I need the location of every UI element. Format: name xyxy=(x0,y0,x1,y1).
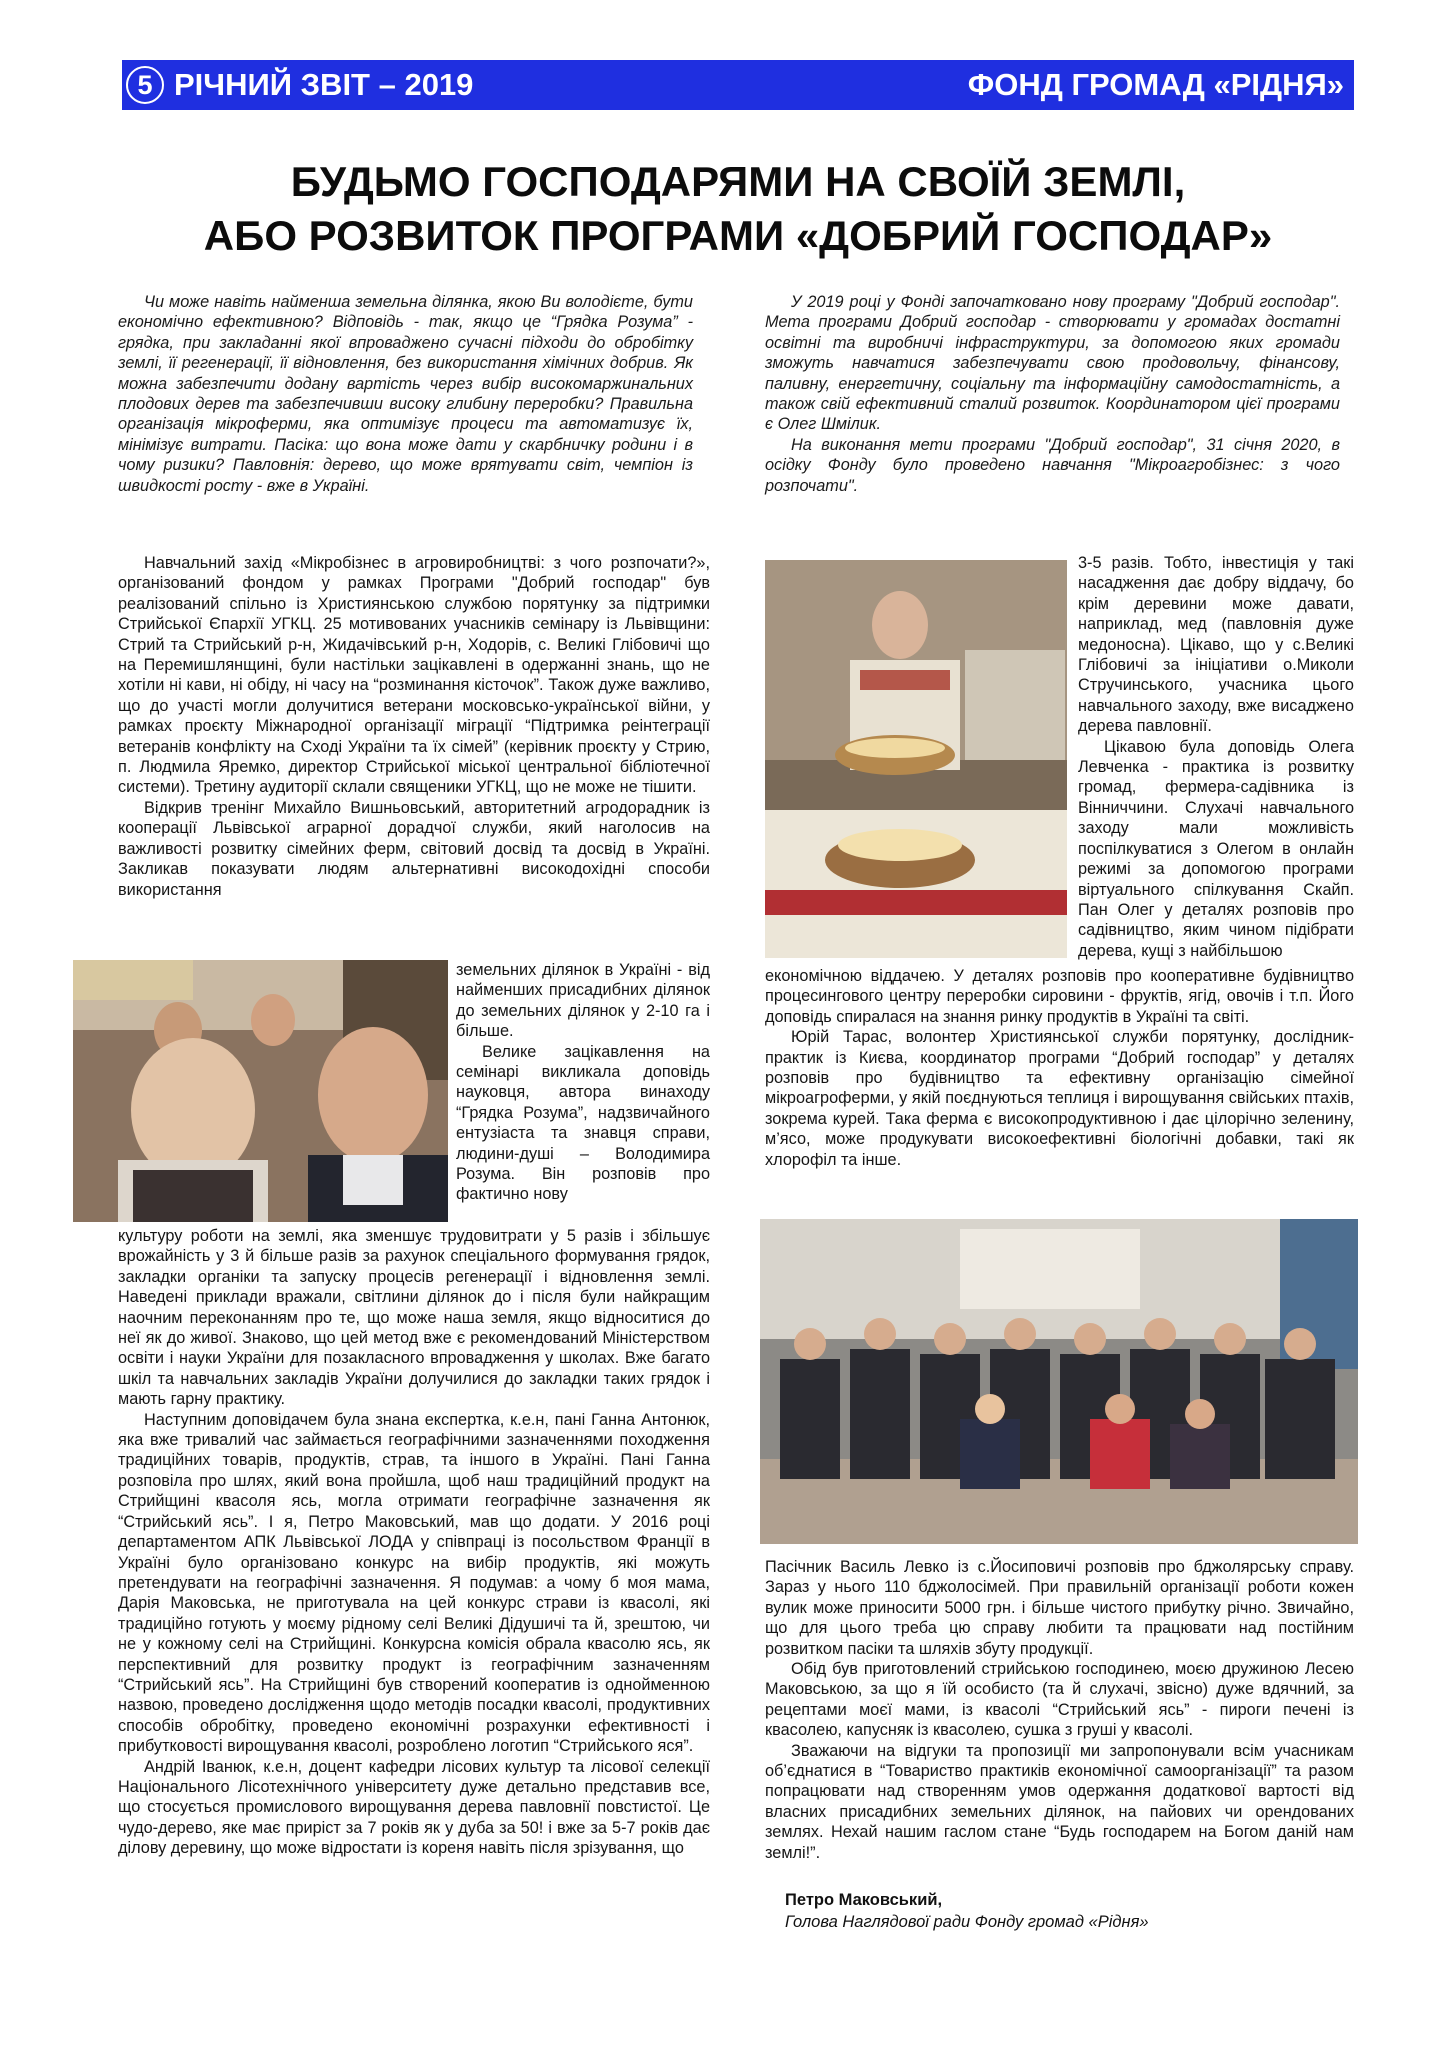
right-column-beside-photo xyxy=(1078,553,1354,961)
left-column-top xyxy=(118,553,710,900)
photo-group-participants xyxy=(760,1219,1358,1544)
right-column-middle xyxy=(765,966,1354,1170)
article-title xyxy=(122,155,1354,263)
report-title: РІЧНИЙ ЗВІТ – 2019 xyxy=(174,67,474,102)
body-paragraph: Андрій Іванюк, к.е.н, доцент кафедри лісових культур та лісової селекції Національного Лісотехнічного університету дуже детально представив все, що стосується промислового вирощування дерева павловнії повстистої. Це чудо-дерево, яке має приріст за 7 років як у дуба за 50! і вже за 5-7 років дає ділову деревину, що може відростати із кореня навіть після зрізування, що xyxy=(118,1757,710,1858)
body-paragraph: 3-5 разів. Тобто, інвестиція у такі насадження дає добру віддачу, бо крім деревини може давати, наприклад, мед (павловнія дуже медоносна). Цікаво, що у с.Великі Глібовичі за ініціативи о.Миколи Стручинського, учасника цього навчального заходу, вже висаджено дерева павловнії. xyxy=(1078,554,1354,736)
intro-right-paragraph-1: У 2019 році у Фонді започатковано нову програму "Добрий господар". Мета програми Добрий господар - створювати у громадах достатні освітні та виробничі інфраструктури, за допомогою яких громади зможуть навчатися забезпечувати свою продовольчу, фінансову, паливну, енергетичну, соціальну та інформаційну самодостатність, а також свій ефективний сталий розвиток. Координатором цієї програми є Олег Шмілик. xyxy=(765,293,1340,434)
author-name: Петро Маковський, xyxy=(785,1891,943,1909)
intro-left xyxy=(118,292,693,496)
foundation-name: ФОНД ГРОМАД «РІДНЯ» xyxy=(967,67,1344,102)
body-paragraph: культуру роботи на землі, яка зменшує трудовитрати у 5 разів і збільшує врожайність у 3 й більше разів за рахунок спеціального формування грядок, закладки органіки та запуску процесів регенерації і відновлення землі. Наведені приклади вражали, світлини ділянок до і після були найкращим наочним переконанням про те, що може наша земля, якщо відноситися до неї як до живої. Знаково, що цей метод вже є рекомендований Міністерством освіти і науки України для позакласного впровадження у школах. Вже багато шкіл та навчальних закладів України долучилися до закладки таких грядок і мають гарну практику. xyxy=(118,1227,710,1409)
body-paragraph: Велике зацікавлення на семінарі викликала доповідь науковця, автора винаходу “Грядка Розума”, надзвичайного ентузіаста та знавця справи, людини-душі – Володимира Розума. Він розповів про фактично нову xyxy=(456,1042,710,1204)
left-column-beside-photo xyxy=(456,960,710,1205)
intro-left-paragraph: Чи може навіть найменша земельна ділянка, якою Ви володієте, бути економічно ефективною? Відповідь - так, якщо це “Грядка Розума” - грядка, при закладанні якої впроваджено сучасні підходи до обробітку землі, її регенерації, її відновлення, без використання хімічних добрив. Як можна забезпечити додану вартість через вибір високомаржинальних плодових дерев та забезпечивши високу глибину переробки? Правильна організація мікроферми, яка оптимізує процеси та автоматизує їх, мінімізує витрати. Пасіка: що вона може дати у скарбничку родини і в чому ризики? Павловнія: дерево, що може врятувати світ, чемпіон із швидкості росту - вже в Україні. xyxy=(118,293,693,495)
body-paragraph: Навчальний захід «Мікробізнес в агровиробництві: з чого розпочати?», організований фондом у рамках Програми "Добрий господар" був реалізований спільно із Християнською службою порятунку за підтримки Стрийської Єпархії УГКЦ. 25 мотивованих учасників семінару із Львівщини: Стрий та Стрийський р-н, Жидачівський р-н, Ходорів, с. Великі Глібовичі що на Перемишлянщині, були настільки зацікавлені в одержанні знань, що не хотіли ні кави, ні обіду, ні часу на “розминання кісточок”. Також дуже важливо, що до участі могли долучитися ветерани московсько-української війни, у рамках проєкту Міжнародної організації міграції “Підтримка реінтеграції ветеранів конфлікту на Сході України та їх сімей” (керівник проєкту у Стрию, п. Людмила Яремко, директор Стрийської міської центральної бібліотечної системи). Третину аудиторії склали священики УГКЦ, що не може не тішити. xyxy=(118,554,710,797)
body-paragraph: Обід був приготовлений стрийською господинею, моєю дружиною Лесею Маковською, за що я їй особисто (та й слухачі, звісно) дуже вдячний, за рецептами моєї мами, із квасолі “Стрийський ясь” - пироги печені із квасолею, капусняк із квасолею, сушка з груші у квасолі. xyxy=(765,1660,1354,1740)
body-paragraph: Цікавою була доповідь Олега Левченка - практика із розвитку громад, фермера-садівника із Вінниччини. Слухачі навчального заходу мали можливість поспілкуватися з Олегом в онлайн режимі за допомогою програми віртуального спілкування Скайп. Пан Олег у деталях розповів про садівництво, яким чином підібрати дерева, кущі з найбільшою xyxy=(1078,737,1354,960)
article-title-line-2: АБО РОЗВИТОК ПРОГРАМИ «ДОБРИЙ ГОСПОДАР» xyxy=(203,212,1273,259)
header-left xyxy=(126,66,473,104)
photo-woman-with-pies xyxy=(765,560,1067,958)
intro-right-paragraph-2: На виконання мети програми "Добрий господар", 31 січня 2020, в осідку Фонду було проведено навчання "Мікроагробізнес: з чого розпочати". xyxy=(765,435,1340,495)
page-header-bar xyxy=(122,60,1354,110)
body-paragraph: Відкрив тренінг Михайло Вишньовський, авторитетний агродорадник із кооперації Львівської аграрної дорадчої служби, який наголосив на важливості розвитку сімейних ферм, світовий досвід та досвід в Україні. Закликав показувати людям альтернативні високодохідні способи використання xyxy=(118,798,710,899)
article-title-line-1: БУДЬМО ГОСПОДАРЯМИ НА СВОЇЙ ЗЕМЛІ, xyxy=(290,158,1186,205)
author-role: Голова Наглядової ради Фонду громад «Рідня» xyxy=(785,1913,1149,1931)
page-number-badge: 5 xyxy=(126,66,164,104)
author-signature xyxy=(785,1889,1149,1933)
body-paragraph: Пасічник Василь Левко із с.Йосиповичі розповів про бджолярську справу. Зараз у нього 110 бджолосімей. При правильній організації роботи кожен вулик може приносити 5000 грн. і більше чистого прибутку річно. Звичайно, що для цього треба цю справу любити та працювати над постійним розвитком пасіки та шляхів збуту продукції. xyxy=(765,1558,1354,1658)
intro-right xyxy=(765,292,1340,496)
right-column-bottom xyxy=(765,1557,1354,1863)
body-paragraph: економічною віддачею. У деталях розповів про кооперативне будівництво процесингового центру переробки сировини - фруктів, ягід, овочів і т.п. Його доповідь спиралася на знання ринку продуктів в Україні та світі. xyxy=(765,967,1354,1026)
photo-seminar-participants xyxy=(73,960,448,1222)
body-paragraph: земельних ділянок в Україні - від найменших присадибних ділянок до земельних ділянок у 2-10 га і більше. xyxy=(456,961,710,1041)
body-paragraph: Юрій Тарас, волонтер Християнської служби порятунку, дослідник-практик із Києва, координатор програми “Добрий господар” у деталях розповів про будівництво та ефективну організацію сімейної мікроагроферми, у якій поєднуються теплиця і вирощування свійських птахів, зокрема курей. Така ферма є високопродуктивною і дає цілорічно зеленину, м’ясо, може продукувати високоефективні біологічні добавки, такі як хлорофіл та інше. xyxy=(765,1028,1354,1169)
body-paragraph: Наступним доповідачем була знана експертка, к.е.н, пані Ганна Антонюк, яка вже тривалий час займається географічними зазначеннями походження традиційних товарів, продуктів, страв, та іншого в Україні. Пані Ганна розповіла про шлях, який вона пройшла, щоб наш традиційний продукт на Стрийщині квасоля ясь, могла отримати географічне зазначення як “Стрийський ясь”. І я, Петро Маковський, мав що додати. У 2016 році департаментом АПК Львівської ЛОДА у співпраці із посольством Франції в Україні було організовано конкурс на вибір продуктів, які можуть претендувати на географічні зазначення. Я подумав: а чому б моя мама, Дарія Маковська, не приготувала на цей конкурс страви із квасолі, які традиційно готують у моєму рідному селі Великі Дідушичі та й, зрештою, чи не у кожному селі на Стрийщині. Конкурсна комісія обрала квасолю ясь, як перспективний для розвитку продукт із географічним зазначенням “Стрийський ясь”. На Стрийщині був створений кооператив із однойменною назвою, проведено дослідження щодо методів посадки квасолі, продуктивних способів обробітку, проведено економічні розрахунки ефективності і прибутковості вирощування квасолі, розроблено логотип “Стрийського яся”. xyxy=(118,1410,710,1756)
body-paragraph: Зважаючи на відгуки та пропозиції ми запропонували всім учасникам об’єднатися в “Товариство практиків економічної самоорганізації” та разом попрацювати над створенням умов одержання додаткової вартості від власних присадибних земельних ділянок, на пайових чи орендованих землях. Нехай нашим гаслом стане “Будь господарем на Богом даній нам землі!”. xyxy=(765,1741,1354,1862)
left-column-bottom xyxy=(118,1226,710,1859)
